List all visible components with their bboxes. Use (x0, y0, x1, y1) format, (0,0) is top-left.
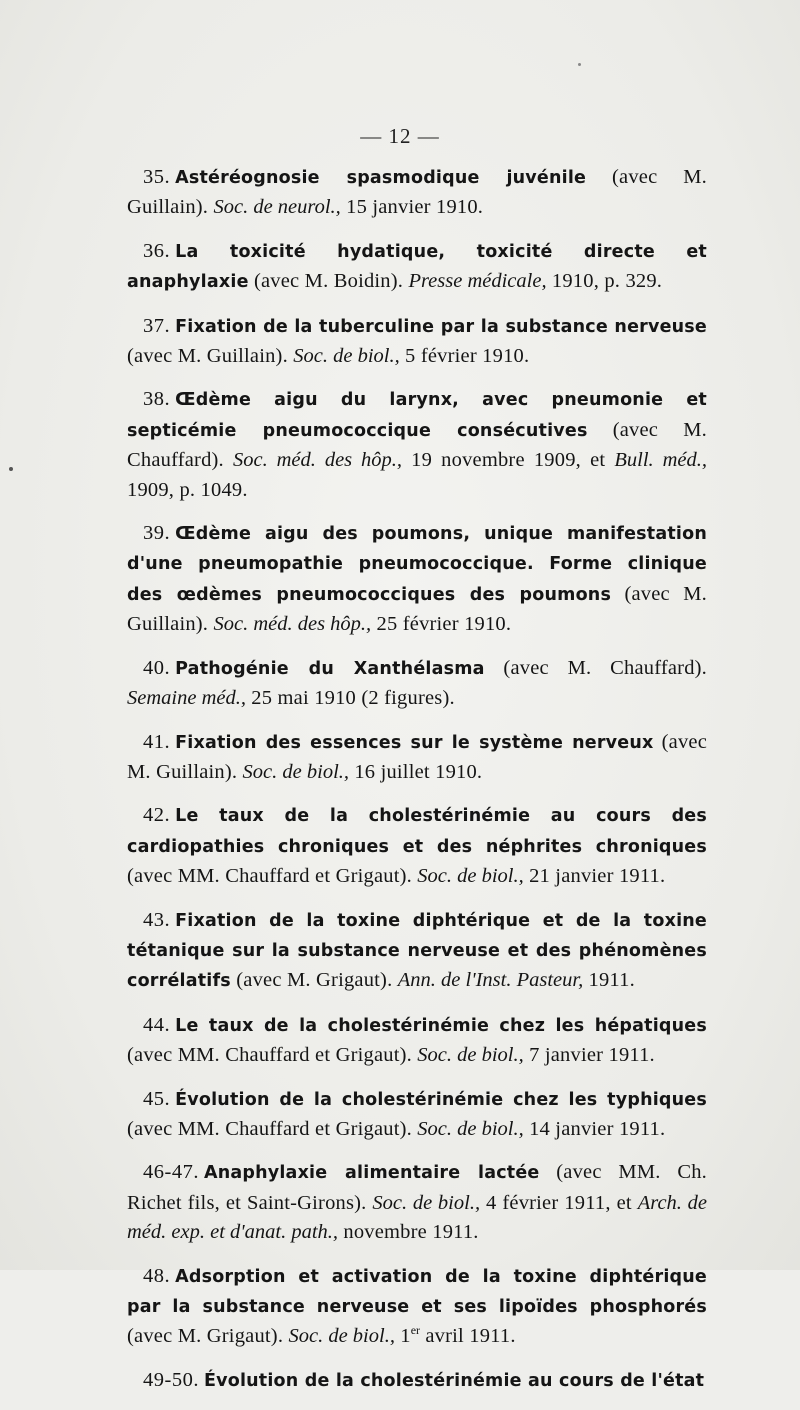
entry-number: 45. (143, 1087, 171, 1110)
entry-38 (127, 385, 707, 505)
entry-44 (127, 1011, 707, 1071)
entry-journal: Ann. de l'Inst. Pasteur, (397, 969, 584, 992)
entry-number: 38. (143, 388, 171, 411)
entry-number: 41. (143, 730, 171, 753)
entry-date: 5 février 1910. (399, 345, 530, 368)
entry-date: 25 février 1910. (371, 613, 512, 636)
entry-authors: (avec MM. Chauffard et Grigaut). (127, 1044, 418, 1067)
entry-36 (127, 237, 707, 298)
entry-title: Fixation des essences sur le système nerveux (175, 732, 654, 753)
entry-journal: Soc. de biol., (288, 1325, 395, 1348)
entry-number: 44. (143, 1013, 171, 1036)
entry-journal: Semaine méd., (127, 687, 246, 710)
entry-authors: (avec M. Guillain). (127, 345, 294, 368)
scan-speck (9, 467, 13, 471)
entry-title: Pathogénie du Xanthélasma (175, 658, 485, 679)
entry-42 (127, 801, 707, 891)
entry-number: 39. (143, 522, 171, 545)
entry-46-47 (127, 1158, 707, 1247)
entry-date-2: novembre 1911. (338, 1221, 479, 1244)
entry-48 (127, 1262, 707, 1352)
entry-40 (127, 654, 707, 714)
entry-journal: Soc. de biol., (417, 1117, 524, 1140)
entry-title: Adsorption et activation de la toxine diphtérique par la substance nerveuse et ses lipoïdes phosphorés (127, 1266, 707, 1317)
entry-date: 4 février 1911, et (480, 1191, 638, 1214)
entry-title: Évolution de la cholestérinémie au cours de l'état (203, 1370, 705, 1391)
entry-journal: Soc. de biol., (242, 760, 350, 783)
entry-journal: Presse médicale, (408, 270, 547, 293)
entry-journal: Soc. méd. des hôp., (233, 449, 403, 472)
entry-number: 43. (143, 908, 171, 931)
entry-title: Évolution de la cholestérinémie chez les typhiques (175, 1089, 707, 1110)
entry-journal-2: Arch. de méd. exp. et d'anat. path., (127, 1191, 707, 1244)
entry-date: 1911. (583, 969, 635, 992)
entry-journal: Soc. méd. des hôp., (213, 613, 372, 636)
entry-date: 15 janvier 1910. (340, 196, 484, 219)
entry-authors: (avec MM. Chauffard et Grigaut). (127, 865, 418, 888)
page-number: — 12 — (360, 124, 440, 148)
entry-number: 49-50. (143, 1368, 199, 1391)
entry-39 (127, 519, 707, 640)
entry-pages: 1909, p. 1049. (127, 478, 248, 501)
entry-date: 25 mai 1910 (2 figures). (245, 687, 455, 710)
entry-authors: (avec MM. Ch. Richet fils, et Saint-Girons). (127, 1161, 707, 1214)
scan-speck (578, 63, 581, 66)
entry-authors: (avec M. Grigaut). (127, 1325, 289, 1348)
bibliography-list (127, 163, 707, 1410)
entry-journal: Soc. de biol., (293, 345, 400, 368)
entry-45 (127, 1085, 707, 1145)
entry-date-rest: avril 1911. (420, 1325, 516, 1348)
entry-journal-2: Bull. méd., (614, 449, 707, 472)
entry-date: 7 janvier 1911. (523, 1044, 655, 1067)
entry-number: 46-47. (143, 1161, 199, 1184)
entry-number: 42. (143, 804, 171, 827)
entry-journal: Soc. de neurol., (213, 196, 341, 219)
entry-journal: Soc. de biol., (417, 1044, 524, 1067)
entry-authors: (avec M. Grigaut). (230, 969, 398, 992)
entry-journal: Soc. de biol., (372, 1191, 481, 1214)
entry-title: Fixation de la toxine diphtérique et de la toxine tétanique sur la substance nerveuse et des phénomènes corrélatifs (127, 910, 707, 992)
entry-date-ordinal: er (410, 1323, 421, 1338)
entry-authors: (avec M. Chauffard). (484, 656, 707, 679)
entry-37 (127, 312, 707, 372)
entry-title: Astéréognosie spasmodique juvénile (175, 168, 587, 188)
entry-number: 37. (143, 314, 171, 337)
entry-title: Fixation de la tuberculine par la substance nerveuse (175, 316, 707, 337)
entry-title: Œdème aigu des poumons, unique manifestation d'une pneumopathie pneumococcique. Forme clinique des œdèmes pneumococciques des poumons (127, 524, 707, 605)
entry-authors: (avec M. Chauffard). (127, 418, 707, 472)
entry-number: 35. (143, 166, 171, 188)
entry-title: La toxicité hydatique, toxicité directe et anaphylaxie (127, 241, 707, 293)
entry-title: Le taux de la cholestérinémie au cours des cardiopathies chroniques et des néphrites chroniques (127, 806, 707, 857)
entry-authors: (avec M. Guillain). (127, 582, 707, 636)
entry-title: Anaphylaxie alimentaire lactée (203, 1163, 540, 1184)
entry-date: 1 (394, 1325, 411, 1348)
entry-date: 14 janvier 1911. (523, 1117, 666, 1140)
entry-43 (127, 906, 707, 997)
entry-35 (127, 163, 707, 223)
entry-number: 40. (143, 656, 171, 679)
entry-title: Le taux de la cholestérinémie chez les hépatiques (175, 1015, 707, 1036)
entry-journal: Soc. de biol., (417, 865, 524, 888)
entry-authors: (avec MM. Chauffard et Grigaut). (127, 1117, 418, 1140)
entry-date: 19 novembre 1909, et (402, 449, 615, 472)
entry-49-50 (127, 1366, 707, 1396)
entry-title: Œdème aigu du larynx, avec pneumonie et septicémie pneumococcique consécutives (127, 390, 707, 441)
entry-41 (127, 728, 707, 788)
entry-authors: (avec M. Guillain). (127, 730, 707, 783)
entry-authors: (avec M. Boidin). (248, 270, 409, 293)
entry-date: 1910, p. 329. (546, 270, 663, 293)
entry-number: 36. (143, 239, 171, 262)
entry-date: 21 janvier 1911. (523, 865, 666, 888)
entry-authors: (avec M. Guillain). (127, 166, 708, 219)
entry-number: 48. (143, 1264, 171, 1287)
entry-date: 16 juillet 1910. (349, 760, 483, 783)
